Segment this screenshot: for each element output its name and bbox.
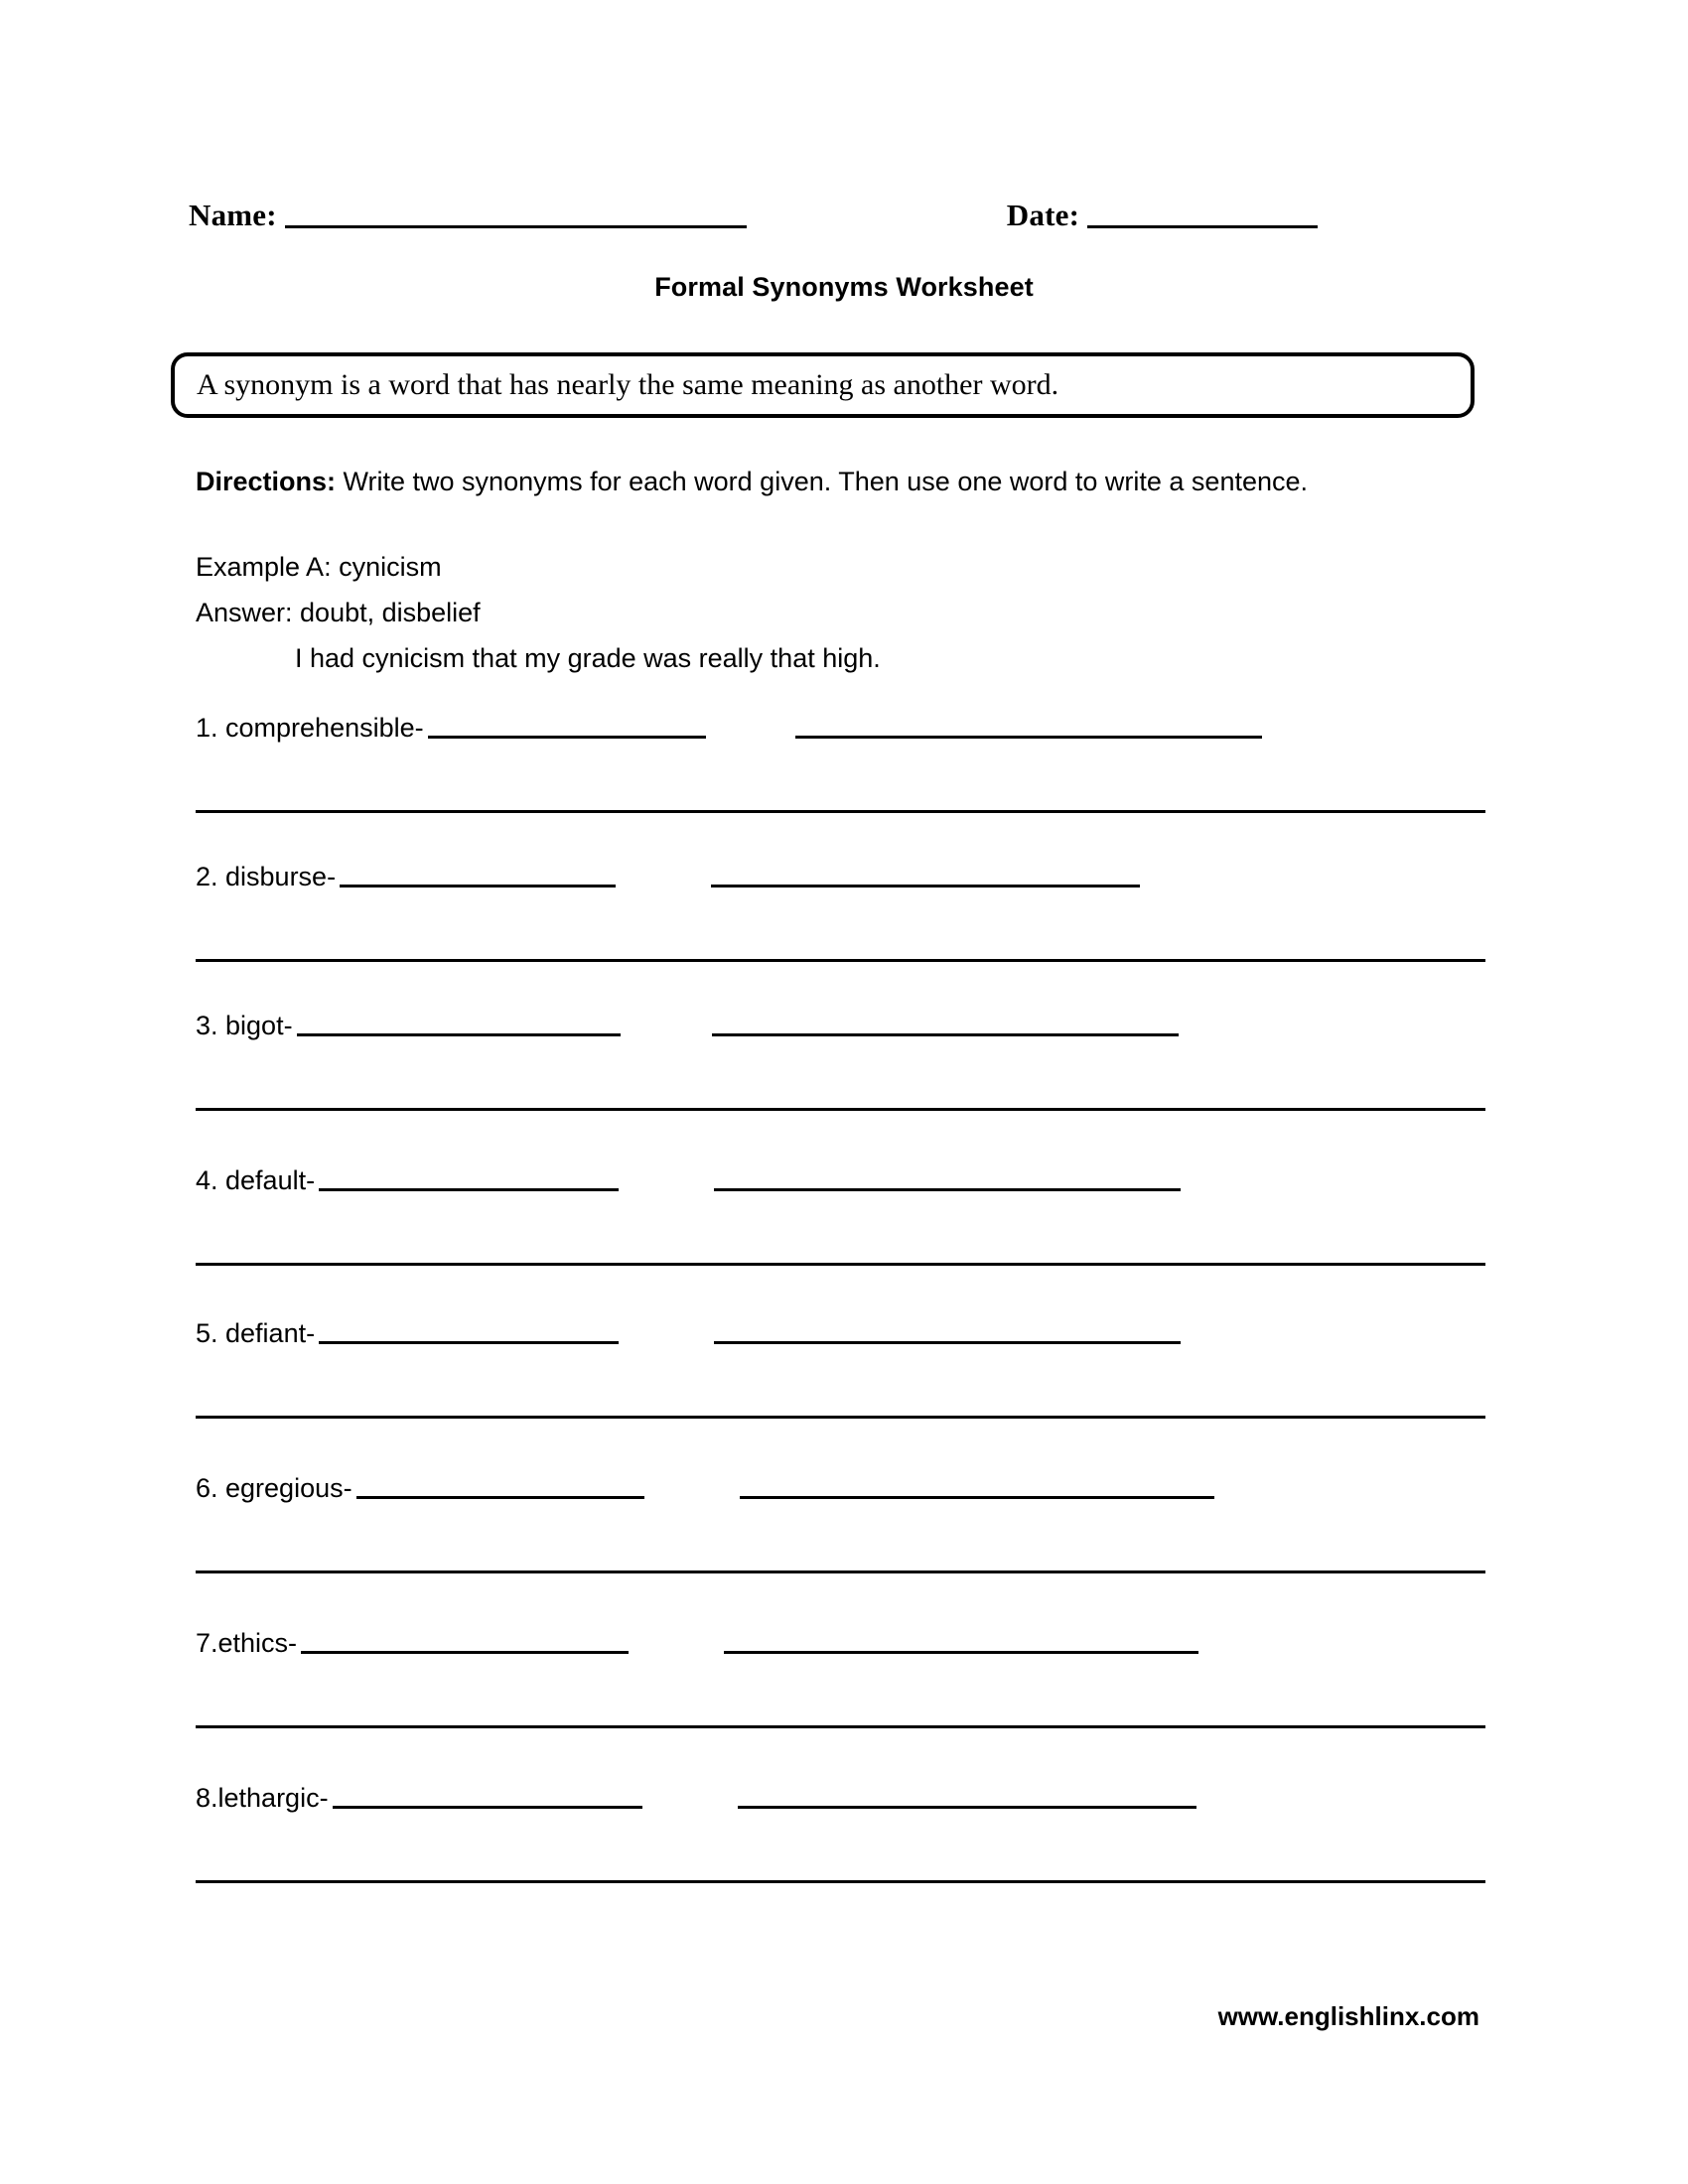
synonym-blank-2[interactable] xyxy=(724,1651,1198,1654)
synonym-blank-1[interactable] xyxy=(319,1341,619,1344)
item-word-row xyxy=(196,1154,1486,1195)
footer-url: www.englishlinx.com xyxy=(1217,2001,1479,2031)
directions-label: Directions: xyxy=(196,467,337,496)
item-word: 2. disburse- xyxy=(196,862,337,891)
synonym-blank-1[interactable] xyxy=(333,1806,642,1809)
synonym-blank-1[interactable] xyxy=(297,1033,621,1036)
name-label: Name: xyxy=(189,198,277,232)
sentence-blank[interactable] xyxy=(196,1725,1485,1728)
definition-box xyxy=(171,352,1475,418)
synonym-blank-2[interactable] xyxy=(711,885,1140,887)
item-word-row xyxy=(196,850,1486,891)
sentence-blank[interactable] xyxy=(196,1880,1485,1883)
sentence-blank[interactable] xyxy=(196,1416,1485,1419)
date-label: Date: xyxy=(1006,198,1080,232)
item-word: 5. defiant- xyxy=(196,1318,316,1348)
item-word-row xyxy=(196,701,1486,743)
synonym-blank-2[interactable] xyxy=(714,1188,1181,1191)
item-word-row xyxy=(196,1616,1486,1658)
item-word-row xyxy=(196,999,1486,1040)
name-input-blank[interactable] xyxy=(285,225,747,228)
example-prompt: Example A: cynicism xyxy=(196,552,442,582)
item-word-row xyxy=(196,1461,1486,1503)
sentence-blank[interactable] xyxy=(196,1108,1485,1111)
synonym-blank-2[interactable] xyxy=(738,1806,1196,1809)
synonym-blank-2[interactable] xyxy=(795,736,1262,739)
synonym-blank-1[interactable] xyxy=(319,1188,619,1191)
sentence-blank[interactable] xyxy=(196,810,1485,813)
item-word: 8.lethargic- xyxy=(196,1783,329,1813)
list-item xyxy=(196,1461,1486,1503)
synonym-blank-2[interactable] xyxy=(740,1496,1214,1499)
synonym-blank-2[interactable] xyxy=(714,1341,1181,1344)
item-word-row xyxy=(196,1771,1486,1813)
example-answer: Answer: doubt, disbelief xyxy=(196,598,481,627)
list-item xyxy=(196,999,1486,1040)
sentence-blank[interactable] xyxy=(196,959,1485,962)
sentence-blank[interactable] xyxy=(196,1570,1485,1573)
item-word: 4. default- xyxy=(196,1165,316,1195)
list-item xyxy=(196,701,1486,743)
sentence-blank[interactable] xyxy=(196,1263,1485,1266)
synonym-blank-1[interactable] xyxy=(428,736,706,739)
name-date-header xyxy=(189,185,1479,232)
page-title: Formal Synonyms Worksheet xyxy=(654,272,1034,302)
list-item xyxy=(196,850,1486,891)
list-item xyxy=(196,1616,1486,1658)
list-item xyxy=(196,1771,1486,1813)
item-word-row xyxy=(196,1306,1486,1348)
list-item xyxy=(196,1306,1486,1348)
definition-text: A synonym is a word that has nearly the same meaning as another word. xyxy=(197,368,1059,401)
directions xyxy=(196,465,1308,498)
list-item xyxy=(196,1154,1486,1195)
date-input-blank[interactable] xyxy=(1087,225,1318,228)
synonym-blank-1[interactable] xyxy=(340,885,616,887)
synonym-blank-1[interactable] xyxy=(356,1496,644,1499)
item-word: 3. bigot- xyxy=(196,1011,293,1040)
item-word: 6. egregious- xyxy=(196,1473,352,1503)
item-word: 1. comprehensible- xyxy=(196,713,424,743)
synonym-blank-1[interactable] xyxy=(301,1651,629,1654)
example-sentence: I had cynicism that my grade was really that high. xyxy=(295,643,881,673)
example-block xyxy=(196,544,881,681)
item-word: 7.ethics- xyxy=(196,1628,298,1658)
directions-text: Write two synonyms for each word given. Then use one word to write a sentence. xyxy=(336,467,1309,496)
synonym-blank-2[interactable] xyxy=(712,1033,1179,1036)
